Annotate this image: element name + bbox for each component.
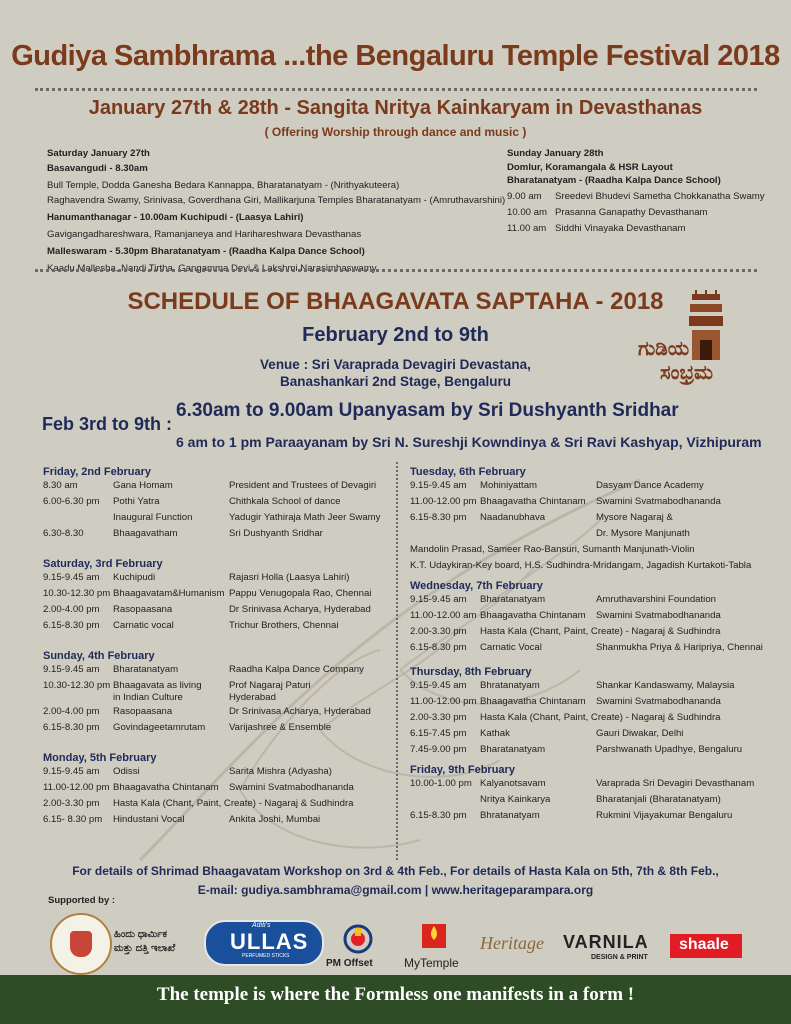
jan-saturday-heading: Saturday January 27th <box>47 148 150 159</box>
schedule-row: 11.00-12.00 pm Bhaagavatha Chintanam Swamini Svatmabodhananda <box>43 782 354 793</box>
schedule-dates: February 2nd to 9th <box>302 324 489 346</box>
day-heading: Monday, 5th February <box>43 752 157 764</box>
schedule-row: 6.15-7.45 pm Kathak Gauri Diwakar, Delhi <box>410 728 684 739</box>
day-heading: Friday, 2nd February <box>43 466 151 478</box>
shaale-logo: shaale <box>670 934 742 958</box>
jan-sunday-event: 10.00 am Prasanna Ganapathy Devasthanam <box>507 207 708 218</box>
jan-saturday-block <box>47 146 505 276</box>
schedule-row: 2.00-3.30 pm Hasta Kala (Chant, Paint, Create) - Nagaraj & Sudhindra <box>43 798 354 809</box>
schedule-row: 6.00-6.30 pm Pothi Yatra Chithkala School of dance <box>43 496 341 507</box>
jan-sunday-event: 9.00 am Sreedevi Bhudevi Sametha Chokkanatha Swamy <box>507 191 765 202</box>
jan-sunday-block <box>507 146 765 237</box>
jan-line: Raghavendra Swamy, Srinivasa, Goverdhana Giri, Mallikarjuna Temples Bharatanatyam - (Amruthavarshini) <box>47 195 506 206</box>
schedule-row: 2.00-4.00 pm Rasopaasana Dr Srinivasa Acharya, Hyderabad <box>43 706 371 717</box>
schedule-row: 9.15-9.45 am Bharatanatyam Raadha Kalpa Dance Company <box>43 664 364 675</box>
jan-sunday-heading: Sunday January 28th <box>507 148 604 159</box>
feb-range: Feb 3rd to 9th : <box>42 414 172 434</box>
schedule-row: 7.45-9.00 pm Bharatanatyam Parshwanath Upadhye, Bengaluru <box>410 744 743 755</box>
day-heading: Wednesday, 7th February <box>410 580 543 592</box>
schedule-row: 10.00-1.00 pm Kalyanotsavam Varaprada Sri Devagiri Devasthanam <box>410 778 755 789</box>
dotted-divider <box>35 88 757 91</box>
schedule-row: 9.15-9.45 am Mohiniyattam Dasyam Dance Academy <box>410 480 704 491</box>
upanyasam: 6.30am to 9.00am Upanyasam by Sri Dushyanth Sridhar <box>176 400 679 421</box>
festival-title: Gudiya Sambhrama ...the Bengaluru Temple Festival 2018 <box>11 40 780 72</box>
column-divider <box>396 462 398 860</box>
schedule-row: 9.15-9.45 am Odissi Sarita Mishra (Adyasha) <box>43 766 332 777</box>
mytemple-icon <box>422 920 446 948</box>
heritage-logo: Heritage <box>480 933 544 953</box>
january-subtitle: January 27th & 28th - Sangita Nritya Kainkaryam in Devasthanas <box>88 97 703 119</box>
musicians-line: Mandolin Prasad, Sameer Rao-Bansuri, Sumanth Manjunath-Violin <box>410 544 695 555</box>
schedule-row: Nritya Kainkarya Bharatanjali (Bharatanatyam) <box>480 794 721 805</box>
temple-quote: The temple is where the Formless one manifests in a form ! <box>156 984 635 1005</box>
schedule-row: 6.15-8.30 pm Carnatic vocal Trichur Brothers, Chennai <box>43 620 339 631</box>
day-heading: Thursday, 8th February <box>410 666 532 678</box>
schedule-row: 6.15-8.30 pm Carnatic Vocal Shanmukha Priya & Haripriya, Chennai <box>410 642 763 653</box>
dotted-divider <box>35 269 757 272</box>
paraayanam: 6 am to 1 pm Paraayanam by Sri N. Sureshji Kowndinya & Sri Ravi Kashyap, Vizhipuram <box>176 434 762 450</box>
jan-line: Malleswaram - 5.30pm Bharatanatyam - (Raadha Kalpa Dance School) <box>47 246 365 257</box>
ullas-logo: Aditi's ULLAS PERFUMED STICKS <box>204 920 324 966</box>
jan-line: Bull Temple, Dodda Ganesha Bedara Kannappa, Bharatanatyam - (Nrithyakuteera) <box>47 180 400 191</box>
footer-contact[interactable]: E-mail: gudiya.sambhrama@gmail.com | www.heritageparampara.org <box>197 883 594 897</box>
musicians-line: K.T. Udaykiran-Key board, H.S. Sudhindra-Mridangam, Jagadish Kurtakoti-Tabla <box>410 560 752 571</box>
karnataka-emblem-icon <box>50 913 112 975</box>
jan-sunday-area: Domlur, Koramangala & HSR Layout <box>507 162 673 173</box>
schedule-row: 8.30 am Gana Homam President and Trustees of Devagiri <box>43 480 377 491</box>
jan-line: Gavigangadhareshwara, Ramanjaneya and Harihareshwara Devasthanas <box>47 229 362 240</box>
schedule-row: 2.00-3.30 pm Hasta Kala (Chant, Paint, Create) - Nagaraj & Sudhindra <box>410 626 721 637</box>
schedule-title: SCHEDULE OF BHAAGAVATA SAPTAHA - 2018 <box>127 288 664 315</box>
pm-offset-label: PM Offset <box>326 958 373 969</box>
venue: Venue : Sri Varaprada Devagiri Devastana, Banashankari 2nd Stage, Bengaluru <box>260 357 531 389</box>
schedule-row: 6.30-8.30 Bhaagavatham Sri Dushyanth Sridhar <box>43 528 323 539</box>
jan-sunday-dance: Bharatanatyam - (Raadha Kalpa Dance School) <box>507 175 721 186</box>
day-heading: Tuesday, 6th February <box>410 466 526 478</box>
schedule-row: 6.15-8.30 pm Naadanubhava Mysore Nagaraj & <box>410 512 673 523</box>
pm-offset-icon <box>340 924 376 954</box>
schedule-row: 2.00-3.30 pm Hasta Kala (Chant, Paint, Create) - Nagaraj & Sudhindra <box>410 712 721 723</box>
varnila-logo: VARNILA <box>563 932 649 952</box>
schedule-row: 9.15-9.45 am Bhratanatyam Shankar Kandaswamy, Malaysia <box>410 680 735 691</box>
jan-line: Basavangudi - 8.30am <box>47 163 148 174</box>
jan-line: Kaadu Mallesha, Nandi Tirtha, Gangamma Devi & Lakshmi Narasimhaswamy <box>47 263 377 274</box>
day-heading: Sunday, 4th February <box>43 650 155 662</box>
mytemple-label: MyTemple <box>404 956 459 970</box>
jan-sunday-event: 11.00 am Siddhi Vinayaka Devasthanam <box>507 223 686 234</box>
gudiya-sambhrama-logo: ಗುಡಿಯ ಸಂಭ್ರಮ <box>636 290 756 400</box>
schedule-row: 10.30-12.30 pm Bhaagavata as living in Indian Culture Prof Nagaraj Paturi Hyderabad <box>43 680 311 703</box>
offering-note: ( Offering Worship through dance and music ) <box>264 125 527 139</box>
endowment-dept-logo: ಹಿಂದು ಧಾರ್ಮಿಕ ಮತ್ತು ದತ್ತಿ ಇಲಾಖೆ <box>114 929 176 954</box>
schedule-row: 11.00-12.00 am Bhaagavatha Chintanam Swamini Svatmabodhananda <box>410 610 721 621</box>
varnila-subtitle: DESIGN & PRINT <box>591 954 648 961</box>
day-heading: Friday, 9th February <box>410 764 515 776</box>
schedule-row: Inaugural Function Yadugir Yathiraja Math Jeer Swamy <box>113 512 381 523</box>
schedule-row: 2.00-4.00 pm Rasopaasana Dr Srinivasa Acharya, Hyderabad <box>43 604 371 615</box>
schedule-row: 9.15-9.45 am Kuchipudi Rajasri Holla (Laasya Lahiri) <box>43 572 350 583</box>
schedule-row: 11.00-12.00 pm Bhaagavatha Chintanam Swamini Svatmabodhananda <box>410 696 721 707</box>
right-schedule <box>410 466 763 824</box>
footer-details: For details of Shrimad Bhaagavatam Workshop on 3rd & 4th Feb., For details of Hasta Kala on 5th, 7th & 8th Feb., <box>72 864 719 878</box>
schedule-row: 10.30-12.30 pm Bhaagavatam&Humanism Pappu Venugopala Rao, Chennai <box>43 588 372 599</box>
schedule-row: 6.15- 8.30 pm Hindustani Vocal Ankita Joshi, Mumbai <box>43 814 321 825</box>
left-schedule <box>43 466 388 828</box>
schedule-row: 6.15-8.30 pm Govindageetamrutam Varijashree & Ensemble <box>43 722 332 733</box>
jan-line: Hanumanthanagar - 10.00am Kuchipudi - (Laasya Lahiri) <box>47 212 304 223</box>
schedule-row: Dr. Mysore Manjunath <box>596 528 690 539</box>
schedule-row: 11.00-12.00 pm Bhaagavatha Chintanam Swamini Svatmabodhananda <box>410 496 721 507</box>
day-heading: Saturday, 3rd February <box>43 558 163 570</box>
schedule-row: 9.15-9.45 am Bharatanatyam Amruthavarshini Foundation <box>410 594 716 605</box>
schedule-row: 6.15-8.30 pm Bhratanatyam Rukmini Vijayakumar Bengaluru <box>410 810 733 821</box>
supported-by-label: Supported by : <box>48 895 116 906</box>
